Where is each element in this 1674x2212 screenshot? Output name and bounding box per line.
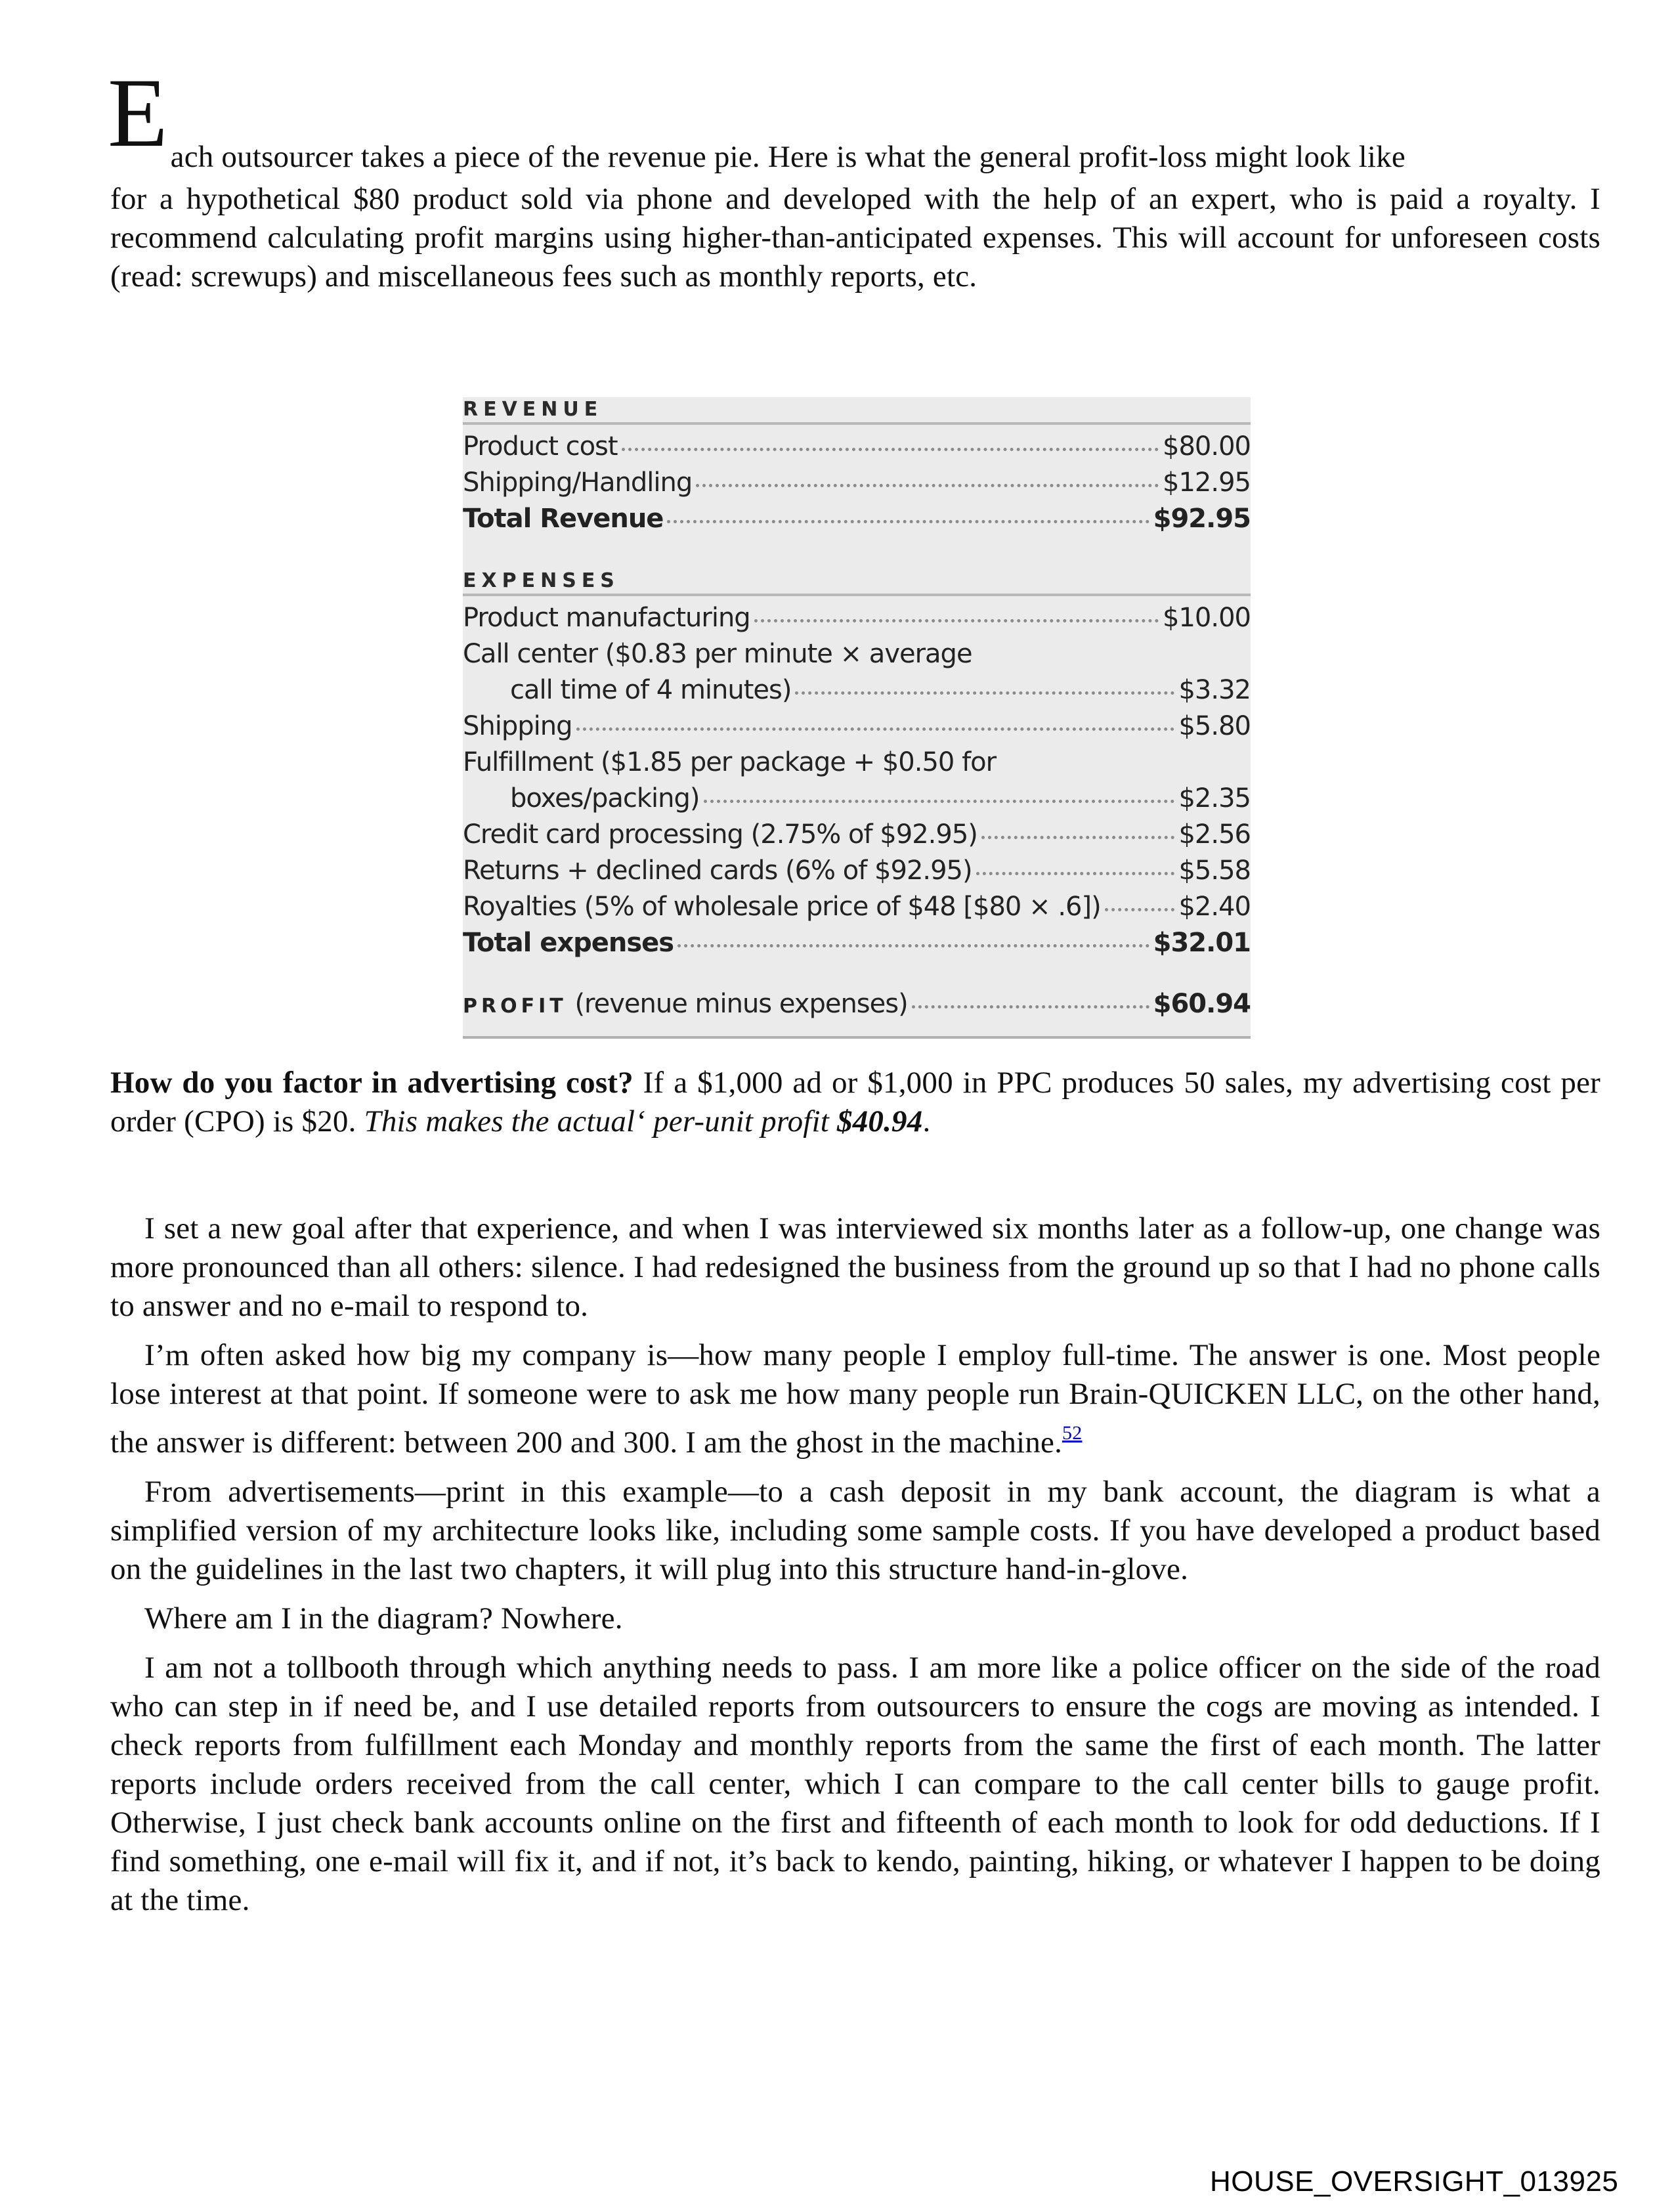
table-bottom-rule [463,1036,1251,1039]
row-label: Product manufacturing [463,603,750,633]
advertising-question: How do you factor in advertising cost? [110,1066,633,1100]
expense-row [463,889,1251,925]
row-label: Fulfillment ($1.85 per package + $0.50 for [463,747,997,777]
row-value: $5.58 [1178,856,1251,886]
row-value: $2.56 [1178,819,1251,850]
revenue-rule [463,422,1251,425]
dot-leader [754,619,1159,622]
row-label: Call center ($0.83 per minute × average [463,639,972,669]
row-label: Product cost [463,431,618,462]
row-value: $3.32 [1178,675,1251,705]
expense-row-line2 [463,781,1251,817]
dot-leader [667,520,1149,523]
dot-leader [677,944,1149,947]
expense-row-line1 [463,636,1251,672]
row-value: $10.00 [1163,603,1251,633]
profit-row [463,986,1251,1024]
expenses-rule [463,594,1251,596]
total-revenue-row [463,501,1251,537]
dot-leader [795,691,1174,695]
row-label: Total expenses [463,928,674,958]
row-value: $12.95 [1163,467,1251,498]
expense-row [463,708,1251,745]
row-label: call time of 4 minutes) [510,675,792,705]
expense-row [463,600,1251,636]
bates-number: HOUSE_OVERSIGHT_013925 [1210,2165,1619,2198]
row-value: $32.01 [1153,928,1251,958]
row-value: $60.94 [1153,989,1251,1019]
row-label: Shipping [463,711,572,741]
revenue-heading: REVENUE [463,398,603,421]
revenue-row [463,465,1251,501]
footnote-link[interactable]: 52 [1062,1422,1083,1444]
row-value: $80.00 [1163,431,1251,462]
advertising-profit-value: $40.94 [837,1104,923,1139]
advertising-paragraph [110,1064,1600,1141]
profit-label-rest: (revenue minus expenses) [574,989,908,1019]
advertising-end: . [922,1104,931,1139]
revenue-row [463,429,1251,465]
advertising-text: If a $1,000 ad or $1,000 in PPC produces 50 sales, my advertising cost per order (CPO) is $20. [110,1066,1600,1139]
paragraph-architecture: From advertisements—print in this example—to a cash deposit in my bank account, the diagram is what a simplified version of my architecture looks like, including some sample costs. If you have developed a product based on the guidelines in the last two chapters, it will plug into this structure hand-in-glove. [110,1475,1600,1586]
dot-leader [912,1005,1149,1008]
dot-leader [976,872,1175,875]
row-value: $5.80 [1178,711,1251,741]
row-label: Royalties (5% of wholesale price of $48 [$80 × .6]) [463,892,1101,922]
row-label: boxes/packing) [510,783,700,813]
paragraph-company-size [110,1336,1600,1462]
expense-row-line1 [463,745,1251,781]
row-value: $2.35 [1178,783,1251,813]
row-label: Shipping/Handling [463,467,693,498]
expense-row-line2 [463,672,1251,708]
intro-first-line-text: ach outsourcer takes a piece of the revenue pie. Here is what the general profit-loss might look like [170,140,1406,174]
expense-row [463,817,1251,853]
total-expenses-row [463,925,1251,961]
row-label: Total Revenue [463,504,664,534]
dot-leader [1105,908,1175,911]
spacer [463,961,1251,986]
row-label: Credit card processing (2.75% of $92.95) [463,819,977,850]
paragraph-company-size-text: I’m often asked how big my company is—how many people I employ full-time. The answer is one. Most people lose interest at that point. If someone were to ask me how many people run Brain-QUICKEN LLC, on the other hand, the answer is different: between 200 and 300. I am the ghost in the machine. [110,1338,1600,1460]
expenses-heading: EXPENSES [463,569,620,592]
paragraph-where-am-i: Where am I in the diagram? Nowhere. [144,1601,623,1636]
intro-first-line [108,58,1600,184]
drop-cap: E [108,58,168,167]
dot-leader [981,836,1175,839]
advertising-italic: This makes the actual‘ per-unit profit [364,1104,837,1139]
profit-loss-table [463,397,1251,1039]
row-value: $2.40 [1178,892,1251,922]
row-value: $92.95 [1153,504,1251,534]
dot-leader [704,800,1175,803]
dot-leader [576,727,1175,731]
paragraph-new-goal: I set a new goal after that experience, and when I was interviewed six months later as a follow-up, one change was more pronounced than all others: silence. I had redesigned the business from the ground up so that I had no phone calls to answer and no e-mail to respond to. [110,1211,1600,1323]
spacer [463,537,1251,569]
row-label [463,986,908,1024]
body-paragraphs [110,1209,1600,1930]
dot-leader [622,448,1159,451]
row-label: Returns + declined cards (6% of $92.95) [463,856,972,886]
profit-caps-label: PROFIT [463,995,567,1018]
expense-row [463,853,1251,889]
intro-continuation: for a hypothetical $80 product sold via phone and developed with the help of an expert, who is paid a royalty. I recommend calculating profit margins using higher-than-anticipated expenses. This will account for unforeseen costs (read: screwups) and miscellaneous fees such as monthly reports, etc. [110,182,1600,293]
paragraph-tollbooth: I am not a tollbooth through which anything needs to pass. I am more like a police officer on the side of the road who can step in if need be, and I use detailed reports from outsourcers to ensure the cogs are moving as intended. I check reports from fulfillment each Monday and monthly reports from the same the first of each month. The latter reports include orders received from the call center, which I can compare to the call center bills to gauge profit. Otherwise, I just check bank accounts online on the first and fifteenth of each month to look for odd deductions. If I find something, one e-mail will fix it, and if not, it’s back to kendo, painting, hiking, or whatever I happen to be doing at the time. [110,1651,1600,1917]
dot-leader [696,484,1159,487]
intro-paragraph [108,58,1600,296]
